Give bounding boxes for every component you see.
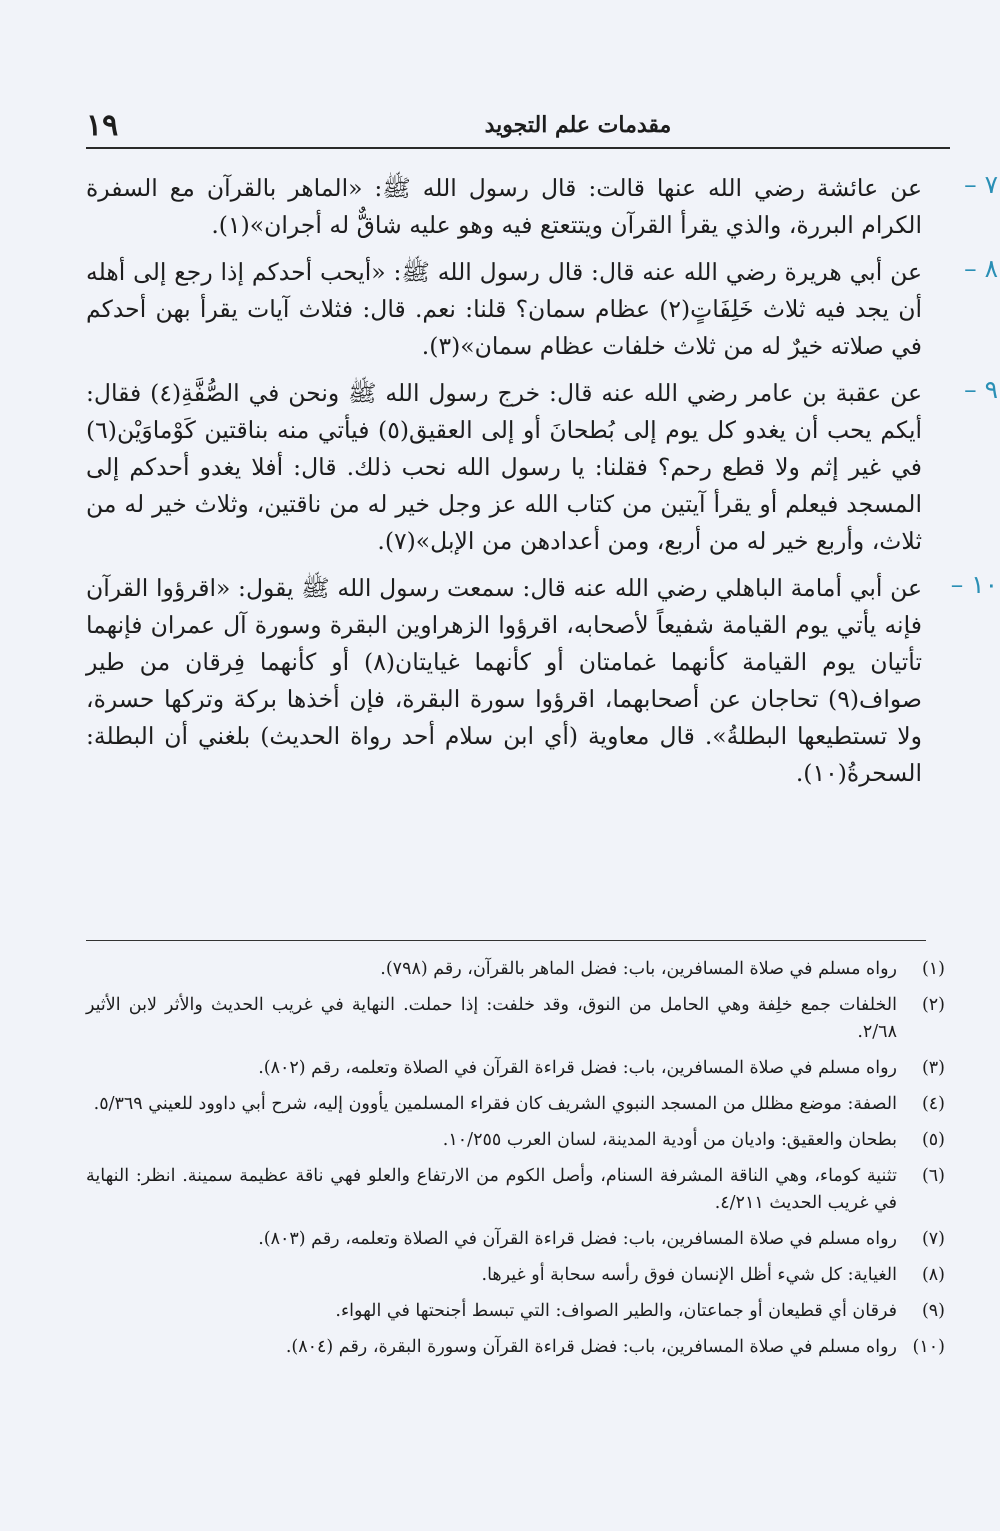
footnote-divider	[86, 940, 926, 941]
page-header	[86, 108, 950, 148]
footnote-number: (٨)	[921, 1265, 945, 1285]
footnote-text: الغياية: كل شيء أظل الإنسان فوق رأسه سحابة أو غيرها.	[481, 1265, 897, 1285]
footnote	[86, 1091, 945, 1118]
footnote-text: الصفة: موضع مظلل من المسجد النبوي الشريف كان فقراء المسلمين يأوون إليه، شرح أبي داوود للعيني ٥/٣٦٩.	[93, 1094, 897, 1114]
footnote	[86, 956, 945, 983]
footnote-text: بطحان والعقيق: واديان من أودية المدينة، لسان العرب ١٠/٢٥٥.	[442, 1130, 897, 1150]
footnote-number: (٤)	[921, 1094, 945, 1114]
hadith-item	[86, 375, 998, 560]
footnote-number: (٣)	[921, 1058, 945, 1078]
footnote-number: (٥)	[921, 1130, 945, 1150]
footnote-text: رواه مسلم في صلاة المسافرين، باب: فضل قراءة القرآن في الصلاة وتعلمه، رقم (٨٠٢).	[258, 1058, 897, 1078]
hadith-number: ١٠ –	[950, 570, 998, 599]
footnote-number: (٦)	[921, 1166, 945, 1186]
footnote	[86, 992, 945, 1046]
footnote	[86, 1262, 945, 1289]
footnotes	[86, 956, 945, 1370]
footnote	[86, 1226, 945, 1253]
footnote-text: تثنية كوماء، وهي الناقة المشرفة السنام، وأصل الكوم من الارتفاع والعلو فهي ناقة عظيمة سمينة. انظر: النهاية في غريب الحديث ٤/٢١١.	[86, 1166, 897, 1213]
footnote-text: الخلفات جمع خلِفة وهي الحامل من النوق، وقد خلفت: إذا حملت. النهاية في غريب الحديث والأثر لابن الأثير ٢/٦٨.	[86, 995, 897, 1042]
page-number: ١٩	[86, 108, 119, 143]
hadith-item	[86, 170, 998, 244]
footnote-number: (٢)	[921, 995, 945, 1015]
hadith-text: عن أبي أمامة الباهلي رضي الله عنه قال: سمعت رسول الله ﷺ يقول: «اقرؤوا القرآن فإنه يأتي يوم القيامة شفيعاً لأصحابه، اقرؤوا الزهراوين البقرة وسورة آل عمران فإنهما تأتيان يوم القيامة كأنهما غمامتان أو كأنهما غيايتان(٨) أو كأنهما فِرقان من طير صواف(٩) تحاجان عن أصحابهما، اقرؤوا سورة البقرة، فإن أخذها بركة وتركها حسرة، ولا تستطيعها البطلةُ». قال معاوية (أي ابن سلام أحد رواة الحديث) بلغني أن البطلة: السحرةُ(١٠).	[86, 574, 922, 787]
footnote	[86, 1127, 945, 1154]
hadith-text: عن عائشة رضي الله عنها قالت: قال رسول الله ﷺ: «الماهر بالقرآن مع السفرة الكرام البررة، والذي يقرأ القرآن ويتتعتع فيه وهو عليه شاقٌّ له أجران»(١).	[86, 174, 922, 239]
footnote-text: رواه مسلم في صلاة المسافرين، باب: فضل قراءة القرآن وسورة البقرة، رقم (٨٠٤).	[285, 1337, 897, 1357]
footnote-text: فرقان أي قطيعان أو جماعتان، والطير الصواف: التي تبسط أجنحتها في الهواء.	[335, 1301, 897, 1321]
footnote	[86, 1163, 945, 1217]
hadith-text: عن أبي هريرة رضي الله عنه قال: قال رسول الله ﷺ: «أيحب أحدكم إذا رجع إلى أهله أن يجد فيه ثلاث خَلِفَاتٍ(٢) عظام سمان؟ قلنا: نعم. قال: فثلاث آيات يقرأ بهن أحدكم في صلاته خيرٌ له من ثلاث خلفات عظام سمان»(٣).	[86, 258, 923, 360]
footnote	[86, 1055, 945, 1082]
hadith-item	[86, 570, 998, 792]
footnote	[86, 1298, 945, 1325]
footnote-text: رواه مسلم في صلاة المسافرين، باب: فضل الماهر بالقرآن، رقم (٧٩٨).	[380, 959, 897, 979]
hadith-number: ٧ –	[964, 170, 998, 199]
footnote-number: (١)	[921, 959, 945, 979]
hadith-item	[86, 254, 998, 365]
footnote-text: رواه مسلم في صلاة المسافرين، باب: فضل قراءة القرآن في الصلاة وتعلمه، رقم (٨٠٣).	[258, 1229, 897, 1249]
footnote-number: (١٠)	[912, 1337, 945, 1357]
footnote-number: (٧)	[921, 1229, 945, 1249]
footnote	[86, 1334, 945, 1361]
main-text	[86, 170, 998, 802]
footnote-number: (٩)	[921, 1301, 945, 1321]
header-divider	[86, 147, 950, 149]
hadith-number: ٩ –	[964, 375, 998, 404]
running-title: مقدمات علم التجويد	[484, 112, 672, 138]
hadith-text: عن عقبة بن عامر رضي الله عنه قال: خرج رسول الله ﷺ ونحن في الصُّفَّةِ(٤) فقال: أيكم يحب أن يغدو كل يوم إلى بُطحانَ أو إلى العقيق(٥) فيأتي منه بناقتين كَوْماوَيْن(٦) في غير إثم ولا قطع رحم؟ فقلنا: يا رسول الله نحب ذلك. قال: أفلا يغدو أحدكم إلى المسجد فيعلم أو يقرأ آيتين من كتاب الله عز وجل خير له من ناقتين، وثلاث خير له من ثلاث، وأربع خير له من أربع، ومن أعدادهن من الإبل»(٧).	[86, 379, 923, 555]
hadith-number: ٨ –	[964, 254, 998, 283]
